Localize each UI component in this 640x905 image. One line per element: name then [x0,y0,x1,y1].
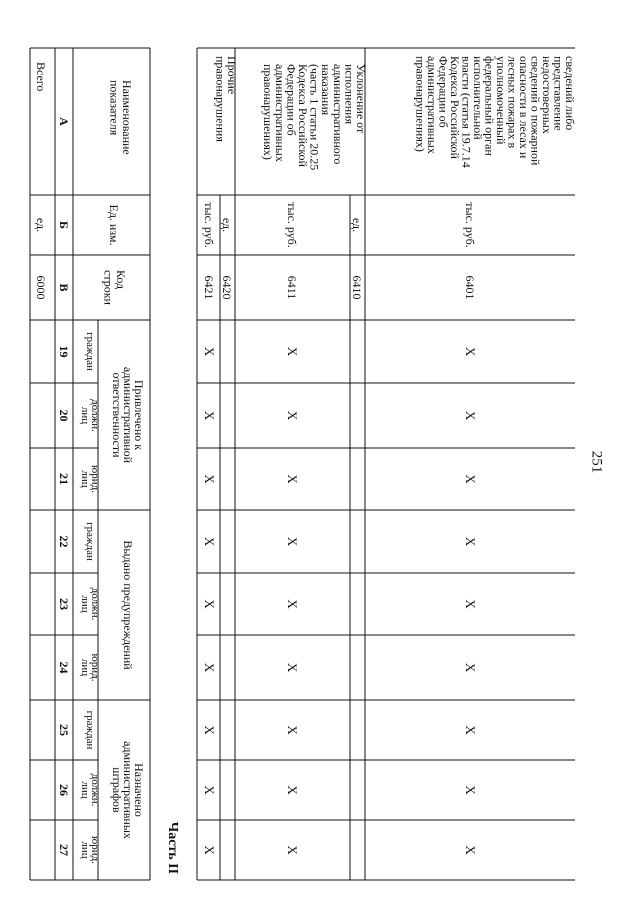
cell-mark: X [202,599,217,609]
total-row-name: Всего [34,62,48,92]
row-code-6410: 6410 [350,275,364,300]
cell-mark: X [202,662,217,673]
page-number: 251 [588,450,605,474]
name-header: Наименованиепоказателя [107,80,134,155]
sub-header: юрид.лиц [79,465,101,493]
row-unit-6411: тыс. руб. [285,202,299,248]
cell-mark: X [285,785,300,795]
sub-header: должн.лиц [79,399,101,432]
cell-mark: X [285,845,300,855]
column-number: 20 [57,409,71,422]
row-name-6410: Уклонение отисполненияадминистративногонаказания(часть 1 статьи 20.25Кодекса РоссийскойФедерации обадминистративныхправонарушениях) [261,64,368,171]
sub-header: граждан [84,522,96,561]
cell-mark: X [202,346,217,357]
sub-header: должн.лиц [79,587,101,621]
row-name-6401: сведений либопредставлениенедостоверныхсведений о пожарнойопасности в лесах илесных пожарах вуполномоченныйфедеральный органисполнительнойвласти (статья 19.7.14Кодекса РоссийскойФедерации обадминистративныхправонарушениях) [413,56,577,168]
cell-mark: X [202,785,217,795]
row-code-6411: 6411 [285,275,299,300]
cell-mark: X [285,474,300,484]
column-number: 25 [57,724,71,736]
cell-mark: X [202,536,217,547]
code-header: Кодстроки [101,270,128,305]
upper-table [197,48,577,880]
cell-mark: X [285,410,300,421]
column-number: 23 [57,598,71,610]
column-number: 22 [57,535,71,548]
column-number: 26 [57,784,71,796]
row-code-6401: 6401 [463,275,477,300]
cell-mark: X [285,536,300,547]
cell-mark: X [463,785,478,795]
cell-mark: X [202,725,217,735]
sub-header: граждан [84,332,96,371]
cell-mark: X [202,474,217,484]
lower-table [30,48,150,880]
total-row-code: 6000 [34,275,48,300]
row-name-6420: Прочиеправонарушения [213,56,239,142]
row-unit-6401: тыс. руб. [463,202,477,248]
sub-header: должн.лиц [79,773,101,807]
sub-header: юрид.лиц [79,836,101,864]
column-number: 19 [57,345,71,358]
cell-mark: X [463,662,478,673]
row-unit-6420: ед. [220,217,234,233]
column-letter: В [57,283,71,292]
cell-mark: X [463,536,478,547]
cell-mark: X [285,662,300,673]
column-number: 27 [57,844,71,856]
row-code-6420: 6420 [220,275,234,300]
cell-mark: X [463,599,478,609]
row-unit-6421: тыс. руб. [202,202,216,248]
cell-mark: X [463,474,478,484]
row-unit-6410: ед. [350,217,364,233]
group-header: Назначеноадминистративныхштрафов [110,741,146,839]
total-row-unit: ед. [34,217,48,233]
unit-header: Ед. изм. [107,204,121,246]
cell-mark: X [285,599,300,609]
row-code-6421: 6421 [202,275,216,300]
part-label: Часть II [165,821,180,875]
column-number: 21 [57,473,71,485]
cell-mark: X [463,725,478,735]
group-header: Привлечено кадминистративнойответственности [110,366,146,464]
column-number: 24 [57,661,71,674]
cell-mark: X [285,725,300,735]
cell-mark: X [463,845,478,855]
cell-mark: X [463,346,478,357]
sub-header: юрид.лиц [79,653,101,682]
column-letter: Б [57,221,71,229]
cell-mark: X [463,410,478,421]
cell-mark: X [285,346,300,357]
group-header: Выдано предупреждений [121,540,135,670]
cell-mark: X [202,845,217,855]
sub-header: граждан [84,710,96,750]
cell-mark: X [202,410,217,421]
column-letter: А [57,117,71,126]
